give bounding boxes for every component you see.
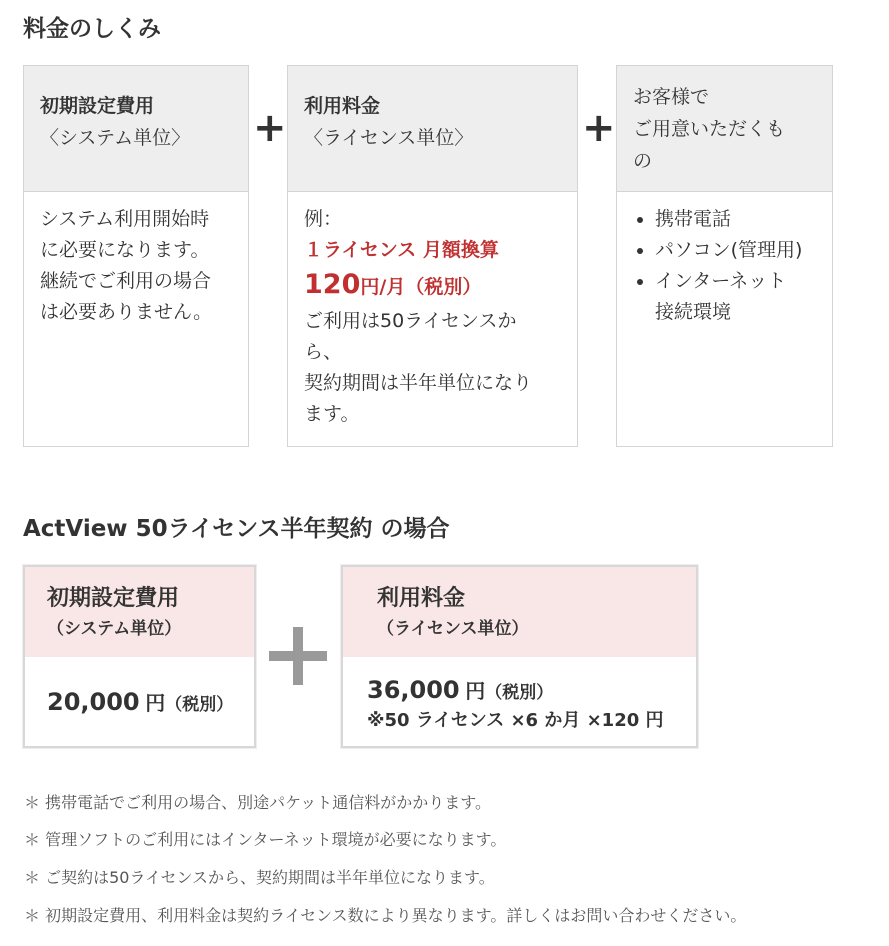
initial-fee-subtitle: 〈システム単位〉 [40, 127, 191, 149]
price-unit: 円 [465, 679, 486, 703]
list-item: • パソコン(管理用) [655, 235, 816, 266]
initial-fee-body [24, 192, 248, 340]
note-line: ＊ ご契約は50ライセンスから、契約期間は半年単位になります。 [24, 868, 495, 887]
note-line: ＊ 携帯電話でご利用の場合、別途パケット通信料がかかります。 [24, 793, 492, 812]
price-value: 36,000 [367, 676, 460, 704]
customer-prepare-title: の [633, 150, 653, 172]
initial-fee-line: システム利用開始時 [40, 208, 210, 230]
initial-fee-line: に必要になります。 [40, 239, 210, 261]
customer-prepare-title: お客様で [633, 86, 710, 108]
list-item [655, 266, 816, 328]
initial-fee-line: 継続でご利用の場合 [40, 270, 212, 292]
monthly-price-unit: 円/月（税別） [360, 276, 482, 298]
example-initial-fee-title: 初期設定費用 [47, 586, 180, 611]
price-unit: 円 [145, 691, 166, 715]
list-item-text: 接続環境 [655, 301, 732, 323]
monthly-rate-label: １ライセンス 月額換算 [304, 239, 499, 261]
example-initial-fee-subtitle: （システム単位） [47, 619, 182, 639]
example-initial-fee-price [25, 657, 254, 716]
usage-fee-header [288, 66, 577, 192]
usage-fee-box [287, 65, 578, 447]
list-item-text: インターネット [655, 270, 787, 292]
note-line: ＊ 初期設定費用、利用料金は契約ライセンス数により異なります。詳しくはお問い合わせください。 [24, 906, 747, 925]
plus-icon [269, 627, 327, 685]
initial-fee-line: は必要ありません。 [40, 301, 213, 323]
example-usage-fee-subtitle: （ライセンス単位） [377, 619, 529, 639]
price-tax: （税別） [485, 683, 554, 703]
usage-fee-line: ご利用は50ライセンスか [304, 310, 517, 332]
usage-fee-body [288, 192, 577, 442]
usage-fee-title: 利用料金 [304, 95, 381, 117]
customer-prepare-list [633, 204, 816, 328]
customer-prepare-body [617, 192, 832, 340]
example-initial-fee-header [25, 567, 254, 657]
usage-fee-line: 契約期間は半年単位になり [304, 372, 533, 394]
customer-prepare-header [617, 66, 832, 192]
note-line: ＊ 管理ソフトのご利用にはインターネット環境が必要になります。 [24, 830, 507, 849]
initial-fee-header [24, 66, 248, 192]
plus-icon: + [253, 105, 287, 151]
usage-fee-subtitle: 〈ライセンス単位〉 [304, 127, 474, 149]
monthly-price [304, 266, 561, 306]
list-item: • 携帯電話 [655, 204, 816, 235]
example-initial-fee-box [23, 565, 256, 748]
initial-fee-title: 初期設定費用 [40, 95, 155, 117]
price-calculation: ※50 ライセンス ×6 か月 ×120 円 [367, 710, 664, 731]
price-tax: （税別） [165, 695, 234, 715]
example-usage-fee-price [343, 657, 696, 704]
example-label: 例： [304, 208, 343, 230]
section-title-pricing: 料金のしくみ [23, 16, 161, 42]
price-value: 20,000 [47, 688, 140, 716]
plus-icon: + [582, 105, 616, 151]
customer-prepare-title: ご用意いただくも [633, 118, 786, 140]
usage-fee-line: ます。 [304, 403, 360, 425]
usage-fee-line: ら、 [304, 341, 343, 363]
example-usage-fee-header [343, 567, 696, 657]
section-title-example: ActView 50ライセンス半年契約 の場合 [23, 516, 450, 542]
example-usage-fee-box [341, 565, 698, 748]
monthly-price-number: 120 [304, 269, 361, 300]
initial-fee-box [23, 65, 249, 447]
example-usage-fee-title: 利用料金 [377, 586, 466, 611]
customer-prepare-box [616, 65, 833, 447]
